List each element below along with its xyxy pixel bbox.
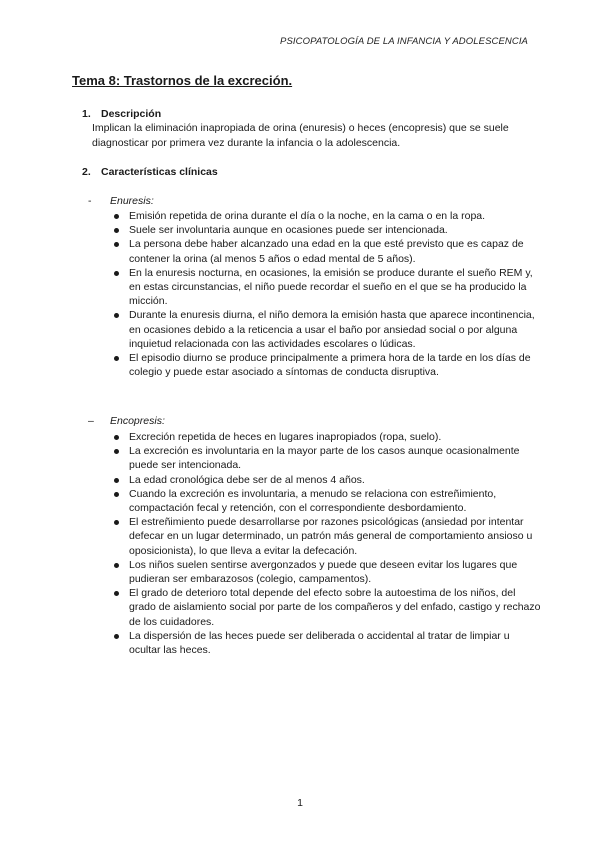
subsection-label-text: Enuresis: [110,195,154,207]
list-item [112,515,542,558]
bullet-icon [114,478,119,483]
bullet-icon [114,271,119,276]
section-heading-text: Descripción [101,108,162,120]
list-item [112,629,542,657]
bullet-icon [114,242,119,247]
dash-marker: - [88,195,92,207]
section-number: 1. [82,108,91,120]
list-item-text: Suele ser involuntaria aunque en ocasiones puede ser intencionada. [129,224,448,237]
bullet-icon [114,492,119,497]
section-heading-caracteristicas [82,166,218,178]
enuresis-list [112,209,542,379]
bullet-icon [114,449,119,454]
list-item-text: La edad cronológica debe ser de al menos 4 años. [129,473,365,486]
list-item-text: El episodio diurno se produce principalmente a primera hora de la tarde en los días de colegio y puede estar asociado a síntomas de conducta disruptiva. [129,352,531,379]
section-heading-descripcion [82,108,161,120]
list-item-text: Excreción repetida de heces en lugares inapropiados (ropa, suelo). [129,431,442,443]
list-item-text: En la enuresis nocturna, en ocasiones, la emisión se produce durante el sueño REM y, en estas circunstancias, el niño puede recordar el sueño en el que se ha producido la micción. [129,266,533,308]
bullet-icon [114,591,119,596]
subsection-label-enuresis [88,195,154,207]
list-item [112,558,542,586]
bullet-icon [114,356,119,361]
list-item-text: Los niños suelen sentirse avergonzados y puede que deseen evitar los lugares que pudieran ser embarazosos (colegio, campamentos). [129,558,518,586]
list-item [112,473,542,487]
list-item [112,487,542,515]
list-item-text: La dispersión de las heces puede ser deliberada o accidental al tratar de limpiar u ocultar las heces. [129,629,510,657]
list-item-text: El estreñimiento puede desarrollarse por razones psicológicas (ansiedad por intentar defecar en un lugar determinado, un patrón más general de comportamiento ansioso u oposicionista), lo que lleva a evitar la defecación. [129,516,533,557]
list-item [112,223,542,237]
list-item-text: Cuando la excreción es involuntaria, a menudo se relaciona con estreñimiento, compactación fecal y retención, con el correspondiente desbordamiento. [129,487,497,515]
page-title: Tema 8: Trastornos de la excreción. [72,73,293,88]
list-item [112,237,542,265]
dash-marker: – [88,415,94,427]
bullet-icon [114,313,119,318]
list-item-text: La persona debe haber alcanzado una edad en la que esté previsto que es capaz de contener la orina (al menos 5 años o edad mental de 5 años). [129,238,524,265]
list-item-text: Emisión repetida de orina durante el día o la noche, en la cama o en la ropa. [129,210,486,222]
subsection-label-encopresis [88,415,165,427]
bullet-icon [114,520,119,525]
list-item-text: Durante la enuresis diurna, el niño demora la emisión hasta que aparece incontinencia, en ocasiones debido a la reticencia a usar el baño por ansiedad social o por alguna inquietud relacionada con las actividades escolares o lúdicas. [129,309,535,350]
list-item [112,351,542,379]
description-paragraph: Implican la eliminación inapropiada de orina (enuresis) o heces (encopresis) que se suele diagnosticar por primera vez durante la infancia o la adolescencia. [92,122,509,149]
bullet-icon [114,634,119,639]
encopresis-list [112,430,542,657]
list-item [112,444,542,472]
bullet-icon [114,435,119,440]
bullet-icon [114,228,119,233]
running-header: PSICOPATOLOGÍA DE LA INFANCIA Y ADOLESCENCIA [280,36,528,47]
list-item-text: La excreción es involuntaria en la mayor parte de los casos aunque ocasionalmente puede ser intencionada. [129,445,520,472]
list-item [112,266,542,309]
list-item-text: El grado de deterioro total depende del efecto sobre la autoestima de los niños, del grado de aislamiento social por parte de los compañeros y del enfado, castigo y rechazo de los cuidadores. [129,587,541,628]
bullet-icon [114,563,119,568]
subsection-label-text: Encopresis: [110,415,165,427]
list-item [112,209,542,223]
section-number: 2. [82,166,91,178]
list-item [112,308,542,351]
list-item [112,586,542,629]
bullet-icon [114,214,119,219]
section-heading-text: Características clínicas [101,166,218,178]
page-number: 1 [297,797,303,809]
list-item [112,430,542,444]
